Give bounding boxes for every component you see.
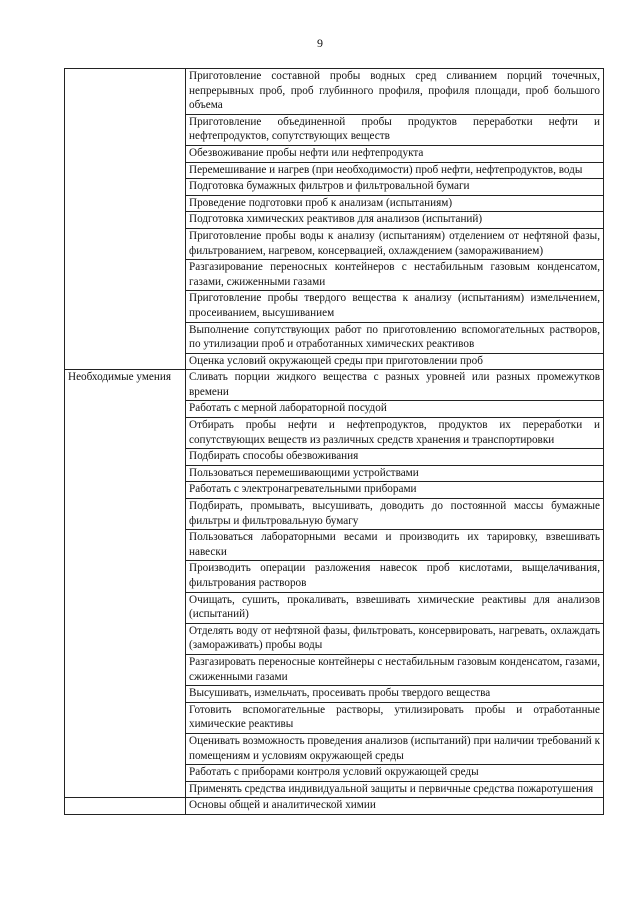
skill-item: Подбирать способы обезвоживания bbox=[186, 449, 604, 466]
table-row bbox=[65, 370, 604, 401]
action-item: Оценка условий окружающей среды при приготовлении проб bbox=[186, 353, 604, 370]
requirements-table bbox=[64, 68, 604, 815]
skill-item: Отделять воду от нефтяной фазы, фильтровать, консервировать, нагревать, охлаждать (замораживать) пробы воды bbox=[186, 623, 604, 654]
action-item: Разгазирование переносных контейнеров с нестабильным газовым конденсатом, газами, сжиженными газами bbox=[186, 260, 604, 291]
skill-item: Разгазировать переносные контейнеры с нестабильным газовым конденсатом, газами, сжиженными газами bbox=[186, 654, 604, 685]
action-item: Подготовка бумажных фильтров и фильтровальной бумаги bbox=[186, 179, 604, 196]
knowledge-item: Основы общей и аналитической химии bbox=[186, 798, 604, 815]
skill-item: Работать с мерной лабораторной посудой bbox=[186, 401, 604, 418]
skill-item: Применять средства индивидуальной защиты и первичные средства пожаротушения bbox=[186, 781, 604, 798]
skill-item: Пользоваться лабораторными весами и производить их тарировку, взвешивать навески bbox=[186, 530, 604, 561]
action-item: Проведение подготовки проб к анализам (испытаниям) bbox=[186, 195, 604, 212]
section-label-skills: Необходимые умения bbox=[65, 370, 186, 798]
skill-item: Пользоваться перемешивающими устройствами bbox=[186, 465, 604, 482]
action-item: Перемешивание и нагрев (при необходимости) проб нефти, нефтепродуктов, воды bbox=[186, 162, 604, 179]
action-item: Выполнение сопутствующих работ по приготовлению вспомогательных растворов, по утилизации проб и отработанных химических реактивов bbox=[186, 322, 604, 353]
section-label-knowledge bbox=[65, 798, 186, 815]
skill-item: Очищать, сушить, прокаливать, взвешивать химические реактивы для анализов (испытаний) bbox=[186, 592, 604, 623]
skill-item: Оценивать возможность проведения анализов (испытаний) при наличии требований к помещениям и условиям окружающей среды bbox=[186, 733, 604, 764]
skill-item: Производить операции разложения навесок проб кислотами, выщелачивания, фильтрования растворов bbox=[186, 561, 604, 592]
skill-item: Отбирать пробы нефти и нефтепродуктов, продуктов их переработки и сопутствующих веществ из различных средств хранения и транспортировки bbox=[186, 418, 604, 449]
action-item: Обезвоживание пробы нефти или нефтепродукта bbox=[186, 145, 604, 162]
action-item: Подготовка химических реактивов для анализов (испытаний) bbox=[186, 212, 604, 229]
skill-item: Сливать порции жидкого вещества с разных уровней или разных промежутков времени bbox=[186, 370, 604, 401]
action-item: Приготовление пробы воды к анализу (испытаниям) отделением от нефтяной фазы, фильтрованием, нагревом, консервацией, охлаждением (замораживанием) bbox=[186, 228, 604, 259]
skill-item: Работать с приборами контроля условий окружающей среды bbox=[186, 765, 604, 782]
skill-item: Работать с электронагревательными приборами bbox=[186, 482, 604, 499]
page-number: 9 bbox=[317, 36, 323, 50]
table-row bbox=[65, 798, 604, 815]
table-row bbox=[65, 69, 604, 115]
action-item: Приготовление пробы твердого вещества к анализу (испытаниям) измельчением, просеиванием, высушиванием bbox=[186, 291, 604, 322]
section-label-actions bbox=[65, 69, 186, 370]
skill-item: Подбирать, промывать, высушивать, доводить до постоянной массы бумажные фильтры и фильтровальную бумагу bbox=[186, 499, 604, 530]
action-item: Приготовление составной пробы водных сред сливанием порций точечных, непрерывных проб, проб глубинного профиля, профиля площади, проб большого объема bbox=[186, 69, 604, 115]
action-item: Приготовление объединенной пробы продуктов переработки нефти и нефтепродуктов, сопутствующих веществ bbox=[186, 114, 604, 145]
skill-item: Готовить вспомогательные растворы, утилизировать пробы и отработанные химические реактивы bbox=[186, 702, 604, 733]
skill-item: Высушивать, измельчать, просеивать пробы твердого вещества bbox=[186, 686, 604, 703]
